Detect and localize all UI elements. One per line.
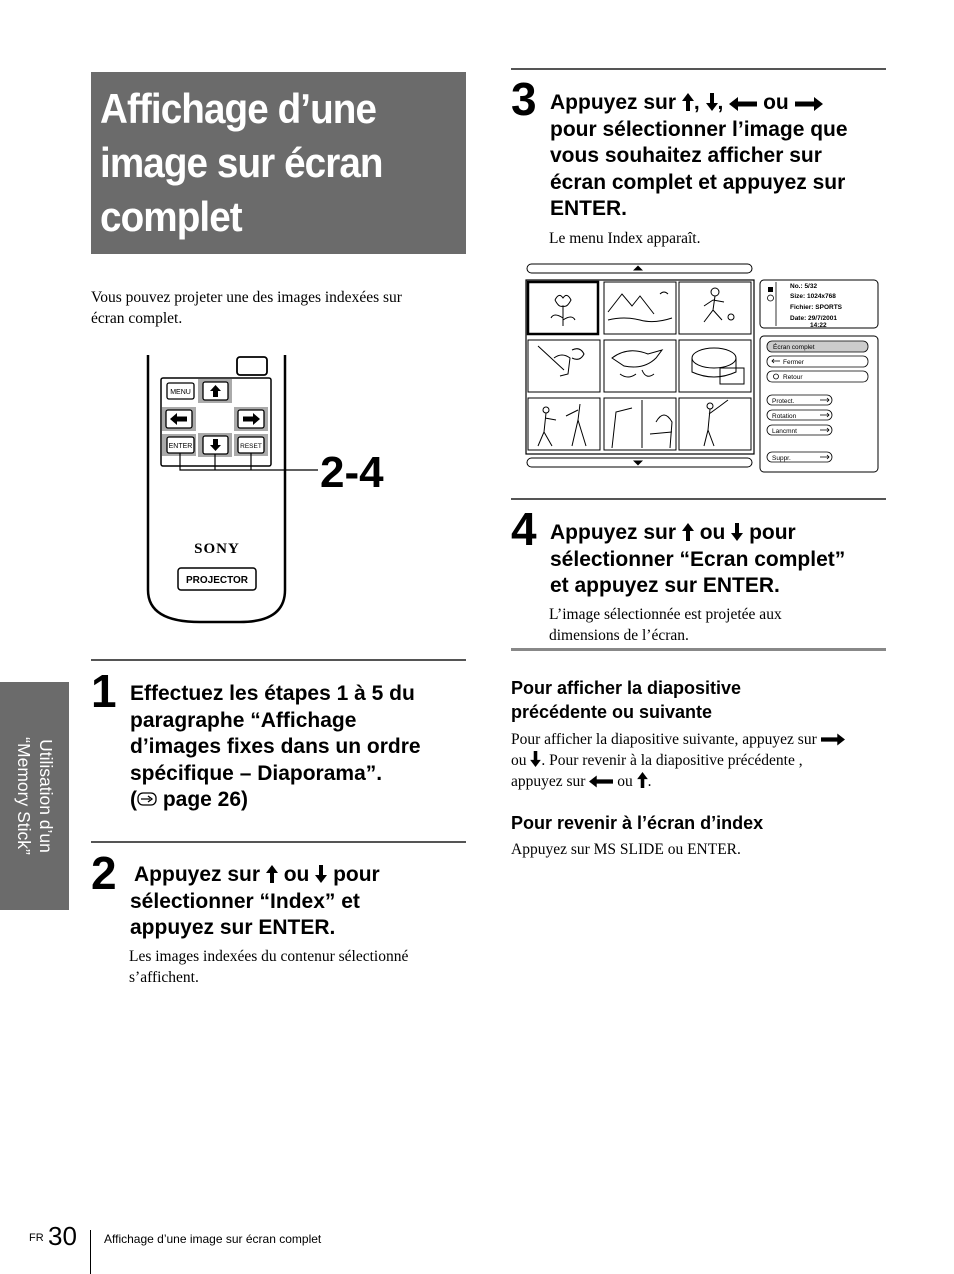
step3-text: Appuyez sur , , ou pour sélectionner l’image que vous souhaitez afficher sur écran complet et appuyez sur ENTER. (550, 91, 848, 220)
page-title: Affichage d’une image sur écran complet (100, 85, 383, 240)
step-callout-label: 2-4 (320, 448, 384, 497)
sony-logo: SONY (194, 541, 240, 557)
right-arrow-icon (795, 97, 823, 111)
page-number: 30 (48, 1221, 77, 1251)
up-arrow-icon (682, 93, 694, 111)
up-arrow-icon (266, 865, 278, 883)
thumbnail (679, 398, 751, 450)
up-arrow-icon (682, 523, 694, 541)
down-arrow-icon (731, 523, 743, 541)
svg-text:Écran complet: Écran complet (773, 344, 815, 351)
svg-text:Protect.: Protect. (772, 398, 795, 405)
thumbnail (604, 282, 676, 334)
left-arrow-icon (589, 775, 613, 788)
section-heading: Pour afficher la diapositive précédente ou suivante (511, 678, 742, 722)
divider (91, 659, 466, 661)
step4-description: L’image sélectionnée est projetée aux dimensions de l’écran. (549, 606, 782, 644)
divider (91, 841, 466, 843)
pointing-hand-icon (137, 790, 157, 808)
divider (511, 648, 886, 651)
step-number: 4 (511, 503, 537, 555)
step-number: 2 (91, 847, 117, 899)
remote-control-illustration (140, 350, 400, 630)
svg-text:Suppr.: Suppr. (772, 455, 791, 462)
down-arrow-icon (530, 751, 541, 767)
section-heading: Pour revenir à l’écran d’index (511, 813, 764, 833)
info-size: Size: 1024x768 (790, 293, 836, 300)
down-arrow-icon (315, 865, 327, 883)
section-body: Appuyez sur MS SLIDE ou ENTER. (511, 841, 741, 858)
section-body: Pour afficher la diapositive suivante, appuyez sur ou . Pour revenir à la diapositive précédente , appuyez sur ou . (511, 729, 886, 792)
svg-text:Lancmnt: Lancmnt (772, 428, 797, 435)
divider (511, 498, 886, 500)
svg-text:Fermer: Fermer (783, 359, 804, 366)
step3-description: Le menu Index apparaît. (549, 230, 701, 247)
thumbnail (528, 340, 600, 392)
info-time: 14:22 (810, 322, 827, 329)
info-date: Date: 29/7/2001 (790, 315, 837, 322)
reset-label: RESET (240, 443, 262, 450)
language-code: FR (29, 1232, 44, 1244)
info-file: Fichier: SPORTS (790, 304, 843, 311)
step2-text: Appuyez sur ou pour sélectionner “Index” et appuyez sur ENTER. (130, 863, 380, 939)
thumbnail (679, 282, 751, 334)
section-side-tab-label: Utilisation d’un “Memory Stick” (14, 737, 56, 855)
menu-label: MENU (170, 389, 191, 396)
projector-label: PROJECTOR (185, 575, 249, 586)
enter-label: ENTER (168, 443, 193, 450)
index-menu-illustration (524, 262, 880, 474)
step2-description: Les images indexées du contenur sélectionné s’affichent. (129, 948, 409, 986)
footer-divider (90, 1230, 91, 1274)
info-number: No.: 5/32 (790, 283, 818, 290)
intro-paragraph: Vous pouvez projeter une des images indexées sur écran complet. (91, 289, 402, 327)
power-button (237, 357, 267, 375)
left-arrow-icon (729, 97, 757, 111)
right-arrow-icon (821, 733, 845, 746)
step-number: 3 (511, 73, 537, 125)
svg-text:Retour: Retour (783, 374, 803, 381)
step-number: 1 (91, 665, 117, 717)
step4-text: Appuyez sur ou pour sélectionner “Ecran complet” et appuyez sur ENTER. (550, 521, 846, 597)
lock-icon (768, 287, 773, 292)
thumbnail (528, 398, 600, 450)
footer-title: Affichage d’une image sur écran complet (104, 1232, 322, 1246)
down-arrow-icon (706, 93, 718, 111)
step1-text: Effectuez les étapes 1 à 5 du paragraphe “Affichage d’images fixes dans un ordre spécifique – Diaporama”. ( page 26) (130, 682, 421, 811)
svg-text:Rotation: Rotation (772, 413, 797, 420)
up-arrow-icon (637, 772, 648, 788)
divider (511, 68, 886, 70)
